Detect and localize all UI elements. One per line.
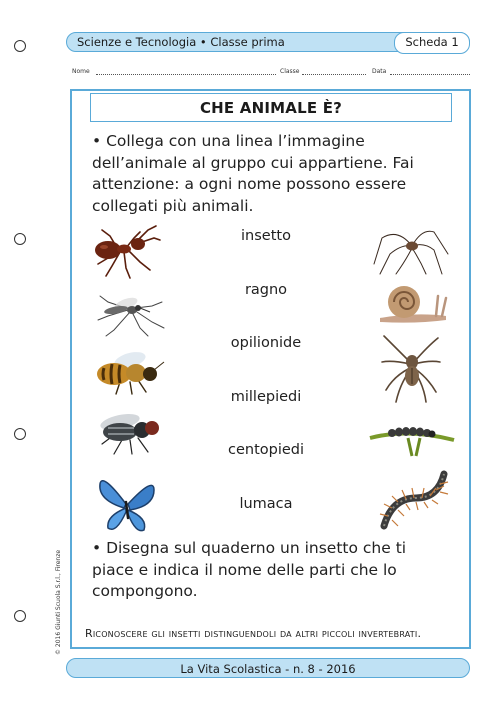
date-label: Data <box>372 68 387 75</box>
learning-objective: Riconoscere gli insetti distinguendoli da altri piccoli invertebrati. <box>85 627 422 640</box>
butterfly-image[interactable] <box>96 468 158 534</box>
group-word-lumaca[interactable]: lumaca <box>239 496 293 512</box>
fly-image[interactable] <box>92 408 166 458</box>
ant-image[interactable] <box>90 222 162 280</box>
snail-image[interactable] <box>376 280 452 324</box>
spider-image[interactable] <box>380 332 442 404</box>
name-field[interactable] <box>96 74 276 75</box>
binder-hole <box>14 610 26 622</box>
sheet-number: Scheda 1 <box>394 32 470 54</box>
footer-bar <box>66 658 470 678</box>
group-word-ragno[interactable]: ragno <box>244 282 288 298</box>
copyright-note: © 2016 Giunti Scuola S.r.l., Firenze <box>55 549 62 655</box>
header-bar <box>66 32 470 52</box>
centipede-image[interactable] <box>378 468 452 532</box>
class-field[interactable] <box>302 74 366 75</box>
binder-hole <box>14 233 26 245</box>
millipede-image[interactable] <box>368 418 456 458</box>
group-word-centopiedi[interactable]: centopiedi <box>227 442 305 458</box>
worksheet-title: CHE ANIMALE È? <box>199 99 343 117</box>
instruction-connect: • Collega con una linea l’immagine dell’animale al gruppo cui appartiene. Fai attenzione: a ogni nome possono essere collegati più animali. <box>92 132 414 215</box>
name-label: Nome <box>72 68 90 75</box>
footer-publication: La Vita Scolastica - n. 8 - 2016 <box>180 662 356 676</box>
instruction-draw: • Disegna sul quaderno un insetto che ti piace e indica il nome delle parti che lo compongono. <box>92 539 407 600</box>
group-word-insetto[interactable]: insetto <box>241 228 291 244</box>
title-box <box>90 93 452 122</box>
binder-hole <box>14 40 26 52</box>
group-word-millepiedi[interactable]: millepiedi <box>230 389 302 405</box>
group-word-opilionide[interactable]: opilionide <box>230 335 302 351</box>
date-field[interactable] <box>390 74 470 75</box>
subject-label: Scienze e Tecnologia • Classe prima <box>77 35 285 49</box>
binder-hole <box>14 428 26 440</box>
mosquito-image[interactable] <box>96 290 166 338</box>
harvestman-image[interactable] <box>372 224 450 276</box>
class-label: Classe <box>280 68 300 75</box>
bee-image[interactable] <box>90 346 170 398</box>
